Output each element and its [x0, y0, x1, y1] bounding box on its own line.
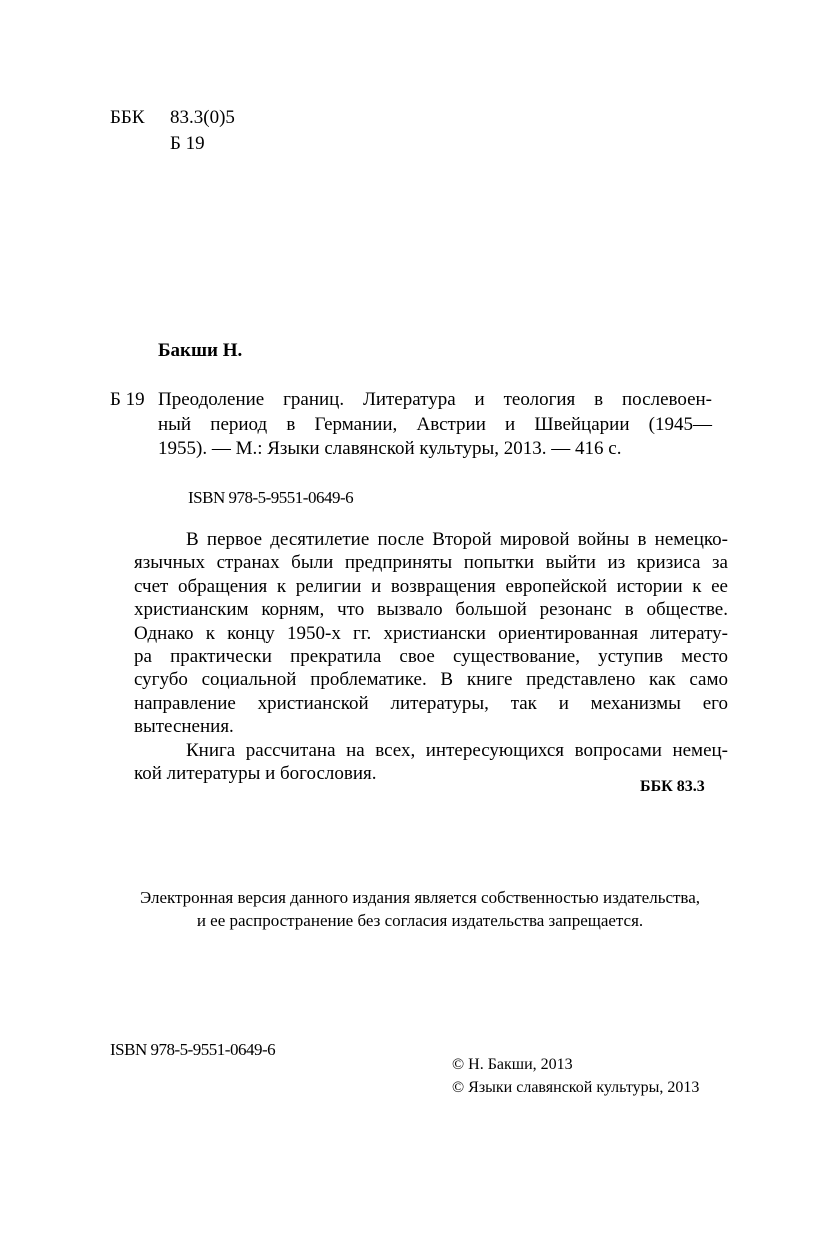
bibliographic-line: 1955). — М.: Языки славянской культуры, 2013. — 416 с. — [158, 438, 622, 460]
isbn-footer: ISBN 978-5-9551-0649-6 — [110, 1040, 276, 1059]
copyright-author: © Н. Бакши, 2013 — [452, 1056, 573, 1073]
annotation-line: сугубо социальной проблематике. В книге представлено как само — [134, 669, 728, 691]
annotation-line: Книга рассчитана на всех, интересующихся вопросами немец- — [186, 739, 728, 761]
annotation-line: христианским корням, что вызвало большой резонанс в обществе. — [134, 599, 728, 621]
cutter-code: Б 19 — [170, 133, 205, 154]
author-name: Бакши Н. — [158, 340, 243, 361]
bbk-code: 83.3(0)5 — [170, 107, 235, 128]
annotation — [134, 528, 728, 785]
annotation-line: ра практически прекратила свое существование, уступив место — [134, 646, 728, 668]
notice-line: Электронная версия данного издания является собственностью издательства, — [139, 888, 701, 907]
annotation-line: В первое десятилетие после Второй мировой войны в немецко- — [186, 529, 728, 550]
annotation-line: Однако к концу 1950-х гг. христиански ориентированная литерату- — [134, 622, 728, 644]
entry-cutter-code: Б 19 — [110, 389, 145, 410]
annotation-line: язычных странах были предприняты попытки выйти из кризиса за — [134, 552, 728, 574]
annotation-line: счет обращения к религии и возвращения европейской истории к ее — [134, 575, 728, 597]
bbk-label: ББК — [110, 107, 145, 128]
isbn-entry: ISBN 978-5-9551-0649-6 — [188, 488, 354, 507]
bibliographic-line: Преодоление границ. Литература и теология в послевоен- — [158, 389, 712, 410]
annotation-line: направление христианской литературы, так и механизмы его — [134, 692, 728, 714]
bbk-short: ББК 83.3 — [640, 778, 705, 795]
bibliographic-line: ный период в Германии, Австрии и Швейцарии (1945— — [158, 413, 712, 435]
copyright-publisher: © Языки славянской культуры, 2013 — [452, 1079, 700, 1096]
copyright-notice — [60, 886, 780, 932]
annotation-line: вытеснения. — [134, 716, 234, 738]
bibliographic-description — [158, 388, 712, 462]
annotation-line: кой литературы и богословия. — [134, 763, 377, 785]
notice-line: и ее распространение без согласия издательства запрещается. — [196, 911, 644, 930]
